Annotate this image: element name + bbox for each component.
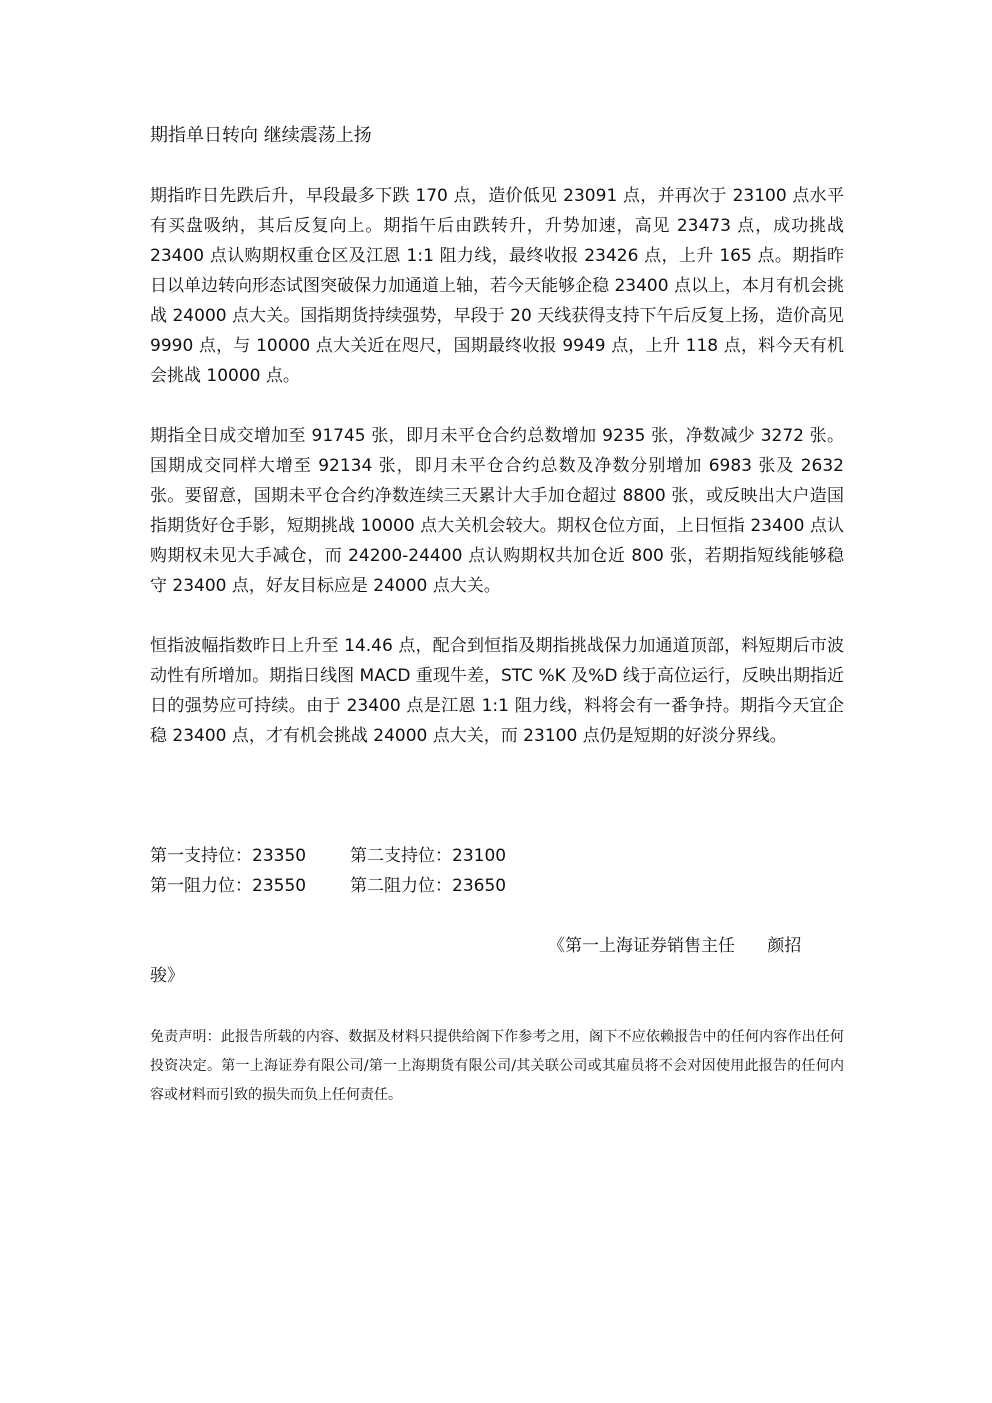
disclaimer: 免责声明：此报告所载的内容、数据及材料只提供给阁下作参考之用，阁下不应依赖报告中的任何内容作出任何投资决定。第一上海证券有限公司/第一上海期货有限公司/其关联公司或其雇员将不会对因使用此报告的任何内容或材料而引致的损失而负上任何责任。 [150,1029,844,1103]
author-signature-line-2: 骏》 [150,966,184,986]
author-signature-line-1: 《第一上海证券销售主任 颜招 [548,936,802,956]
resistance-level-1: 第一阻力位：23550 [150,876,307,896]
support-level-1: 第一支持位：23350 [150,846,307,866]
support-resistance-levels [150,841,506,901]
support-row [150,841,506,871]
resistance-row [150,871,506,901]
paragraph-market-review: 期指昨日先跌后升，早段最多下跌 170 点，造价低见 23091 点，并再次于 23100 点水平有买盘吸纳，其后反复向上。期指午后由跌转升，升势加速，高见 23473 点，成功挑战 23400 点认购期权重仓区及江恩 1:1 阻力线，最终收报 23426 点，上升 165 点。期指昨日以单边转向形态试图突破保力加通道上轴，若今天能够企稳 23400 点以上，本月有机会挑战 24000 点大关。国指期货持续强势，早段于 20 天线获得支持下午后反复上扬，造价高见 9990 点，与 10000 点大关近在咫尺，国期最终收报 9949 点，上升 118 点，料今天有机会挑战 10000 点。 [150,186,844,386]
resistance-level-2: 第二阻力位：23650 [350,876,507,896]
report-title: 期指单日转向 继续震荡上扬 [150,125,372,146]
paragraph-technical-outlook: 恒指波幅指数昨日上升至 14.46 点，配合到恒指及期指挑战保力加通道顶部，料短期后市波动性有所增加。期指日线图 MACD 重现牛差，STC %K 及%D 线于高位运行，反映出期指近日的强势应可持续。由于 23400 点是江恩 1:1 阻力线，料将会有一番争持。期指今天宜企稳 23400 点，才有机会挑战 24000 点大关，而 23100 点仍是短期的好淡分界线。 [150,636,844,746]
paragraph-volume-positions: 期指全日成交增加至 91745 张，即月未平仓合约总数增加 9235 张，净数减少 3272 张。国期成交同样大增至 92134 张，即月未平仓合约总数及净数分别增加 6983 张及 2632 张。要留意，国期未平仓合约净数连续三天累计大手加仓超过 8800 张，或反映出大户造国指期货好仓手影，短期挑战 10000 点大关机会较大。期权仓位方面，上日恒指 23400 点认购期权未见大手减仓，而 24200-24400 点认购期权共加仓近 800 张，若期指短线能够稳守 23400 点，好友目标应是 24000 点大关。 [150,426,844,596]
support-level-2: 第二支持位：23100 [350,846,507,866]
